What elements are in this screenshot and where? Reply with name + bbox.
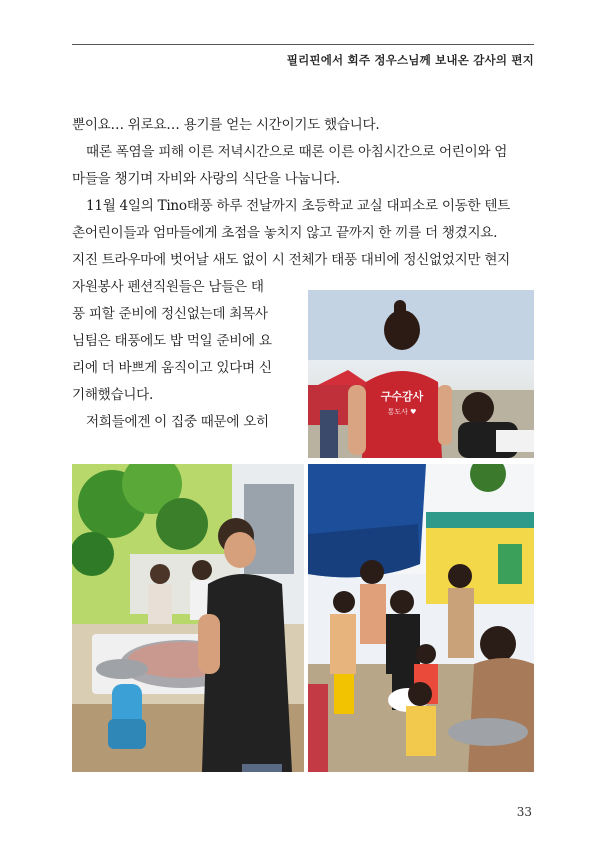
body-line: 리에 더 바쁘게 움직이고 있다며 신 xyxy=(72,360,272,376)
body-line: 풍 피할 준비에 정신없는데 최목사 xyxy=(72,306,268,322)
body-line: 자원봉사 펜션직원들은 남들은 태 xyxy=(72,279,264,295)
body-line: 님팀은 태풍에도 밥 먹일 준비에 요 xyxy=(72,333,272,349)
body-line: 기해했습니다. xyxy=(72,387,154,403)
header-rule xyxy=(72,44,534,45)
body-line: 뿐이요… 위로요… 용기를 얻는 시간이기도 했습니다. xyxy=(72,117,380,133)
photo-man-cooking xyxy=(72,464,304,772)
shirt-print: 구수감사 xyxy=(380,390,424,403)
page-number: 33 xyxy=(516,805,532,819)
photo-children-meal xyxy=(308,464,534,772)
photo-volunteer-red-shirt xyxy=(308,290,534,458)
wrapped-text xyxy=(72,274,300,436)
body-line: 마들을 챙기며 자비와 사랑의 식단을 나눕니다. xyxy=(72,171,340,187)
body-line: 저희들에겐 이 집중 때문에 오히 xyxy=(86,414,269,430)
body-line: 촌어린이들과 엄마들에게 초점을 놓치지 않고 끝까지 한 끼를 더 챙겼지요. xyxy=(72,225,498,241)
body-line: 때론 폭염을 피해 이른 저녁시간으로 때론 이른 아침시간으로 어린이와 엄 xyxy=(86,144,508,160)
running-header-title: 필리핀에서 회주 정우스님께 보내온 감사의 편지 xyxy=(286,53,534,67)
shirt-print-sub: 통도사 ♥ xyxy=(387,408,417,416)
body-line: 지진 트라우마에 벗어날 새도 없이 시 전체가 태풍 대비에 정신없었지만 현지 xyxy=(72,252,510,268)
body-line: 11월 4일의 Tino태풍 하루 전날까지 초등학교 교실 대피소로 이동한 텐트 xyxy=(86,198,511,214)
body-text xyxy=(72,112,540,274)
